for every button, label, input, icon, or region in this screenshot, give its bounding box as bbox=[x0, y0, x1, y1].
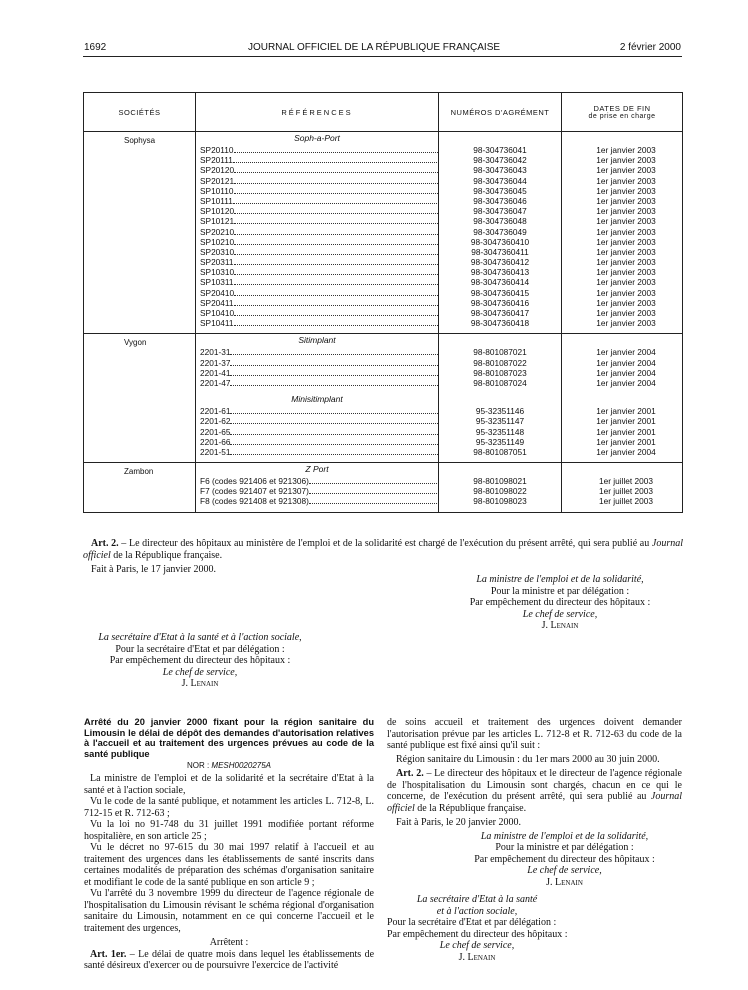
article-2-label: Art. 2. bbox=[91, 538, 119, 549]
approval-number: 98-304736048 bbox=[473, 216, 527, 227]
reference-code: 2201-61 bbox=[200, 406, 231, 417]
leader-dots bbox=[234, 315, 438, 316]
company-group-row bbox=[84, 463, 683, 513]
dates-cell bbox=[562, 334, 683, 463]
end-date: 1er janvier 2003 bbox=[596, 267, 656, 278]
sig2-line2: Pour la secrétaire d'Etat et par délégation : bbox=[115, 643, 285, 655]
reference-code: SP20210 bbox=[200, 226, 235, 237]
journal-title: JOURNAL OFFICIEL DE LA RÉPUBLIQUE FRANÇAISE bbox=[247, 42, 501, 53]
reference-item bbox=[196, 257, 438, 267]
approval-number: 98-3047360418 bbox=[470, 318, 530, 329]
reference-item bbox=[196, 368, 438, 378]
company-group-row bbox=[84, 132, 683, 334]
col-header-societes: SOCIÉTÉS bbox=[84, 93, 196, 132]
sig-b-line3: Par empêchement du directeur des hôpitaux : bbox=[387, 928, 568, 940]
article-1-text: – Le délai de quatre mois dans lequel les établissements de santé désireux d'exercer ou de poursuivre l'exercice de l'activité bbox=[84, 948, 375, 971]
end-date: 1er janvier 2004 bbox=[596, 446, 656, 457]
spacer bbox=[196, 507, 438, 512]
sig-b-title2: et à l'action sociale, bbox=[436, 905, 518, 917]
company-group-row bbox=[84, 334, 683, 463]
leader-dots bbox=[230, 354, 438, 355]
col-header-numeros: NUMÉROS D'AGRÉMENT bbox=[439, 93, 562, 132]
reference-code: SP10110 bbox=[200, 185, 234, 196]
end-date: 1er juillet 2003 bbox=[599, 486, 653, 497]
company-name: Vygon bbox=[84, 334, 196, 463]
col-header-dates bbox=[562, 93, 683, 132]
leader-dots bbox=[234, 193, 438, 194]
approval-number: 95-32351147 bbox=[475, 416, 525, 427]
leader-dots bbox=[309, 483, 438, 484]
reference-code: SP20111 bbox=[200, 155, 233, 166]
approval-number: 95-32351148 bbox=[475, 426, 525, 437]
article-1-label: Art. 1er. bbox=[90, 948, 127, 960]
approval-number: 98-801087022 bbox=[473, 357, 527, 368]
fait-a-paris-20: Fait à Paris, le 20 janvier 2000. bbox=[396, 817, 521, 828]
approval-number: 98-304736044 bbox=[473, 175, 527, 186]
leader-dots bbox=[234, 244, 438, 245]
reference-item bbox=[196, 247, 438, 257]
leader-dots bbox=[230, 454, 438, 455]
leader-dots bbox=[233, 162, 438, 163]
reference-code: SP20411 bbox=[200, 297, 234, 308]
signature-block-b bbox=[387, 894, 567, 917]
reference-item bbox=[196, 186, 438, 196]
end-date: 1er janvier 2003 bbox=[596, 195, 656, 206]
end-date: 1er janvier 2003 bbox=[596, 287, 656, 298]
leader-dots bbox=[234, 152, 438, 153]
spacer bbox=[196, 457, 438, 462]
spacer bbox=[196, 328, 438, 333]
end-date: 1er janvier 2003 bbox=[596, 297, 656, 308]
end-date: 1er janvier 2001 bbox=[596, 436, 656, 447]
article-2-paragraph bbox=[83, 538, 683, 561]
nor-code: MESH0020275A bbox=[211, 761, 272, 770]
arretent: Arrêtent : bbox=[209, 937, 249, 948]
end-date: 1er janvier 2001 bbox=[596, 426, 656, 437]
col-header-references: RÉFÉRENCES bbox=[196, 93, 439, 132]
leader-dots bbox=[234, 254, 438, 255]
col2-p2: Région sanitaire du Limousin : du 1er mars 2000 au 30 juin 2000. bbox=[396, 753, 660, 765]
approval-number: 98-801087051 bbox=[473, 446, 527, 457]
sig1-line2: Pour la ministre et par délégation : bbox=[490, 585, 630, 597]
references-cell bbox=[196, 334, 439, 463]
sig-b-title1: La secrétaire d'Etat à la santé bbox=[416, 894, 538, 905]
spacer bbox=[562, 328, 682, 333]
product-spacer bbox=[562, 334, 682, 347]
sig-a-line3: Par empêchement du directeur des hôpitaux : bbox=[474, 853, 655, 865]
leader-dots bbox=[234, 183, 438, 184]
end-date: 1er janvier 2004 bbox=[596, 357, 656, 368]
reference-item bbox=[196, 347, 438, 357]
product-spacer bbox=[439, 463, 561, 476]
leader-dots bbox=[234, 223, 438, 224]
issue-date: 2 février 2000 bbox=[619, 42, 681, 53]
reference-item bbox=[196, 447, 438, 457]
approval-number: 98-801087023 bbox=[473, 367, 527, 378]
sig2-name: J. Lenain bbox=[181, 678, 219, 689]
product-spacer bbox=[439, 334, 561, 347]
leader-dots bbox=[309, 503, 438, 504]
spacer bbox=[562, 507, 682, 512]
sig-b-line4: Le chef de service, bbox=[439, 940, 515, 951]
nor-reference bbox=[84, 761, 374, 770]
leader-dots bbox=[234, 325, 438, 326]
approval-number: 98-801098023 bbox=[473, 496, 527, 507]
reference-item bbox=[196, 496, 438, 506]
dates-cell bbox=[562, 463, 683, 513]
approval-number: 98-3047360413 bbox=[470, 267, 530, 278]
spacer bbox=[439, 507, 561, 512]
approval-number: 98-3047360411 bbox=[471, 246, 529, 257]
approval-number: 98-3047360410 bbox=[470, 236, 530, 247]
reference-item bbox=[196, 358, 438, 368]
end-date: 1er janvier 2003 bbox=[596, 246, 656, 257]
spacer bbox=[562, 457, 682, 462]
approval-number: 98-3047360414 bbox=[470, 277, 530, 288]
end-date: 1er janvier 2003 bbox=[596, 145, 656, 155]
end-date: 1er janvier 2003 bbox=[596, 155, 656, 166]
article-2-journal: Journal officiel bbox=[83, 538, 683, 561]
reference-item bbox=[196, 237, 438, 247]
arrete-art2-label: Art. 2. bbox=[396, 768, 424, 779]
approval-number: 98-304736041 bbox=[473, 145, 527, 155]
reference-code: 2201-66 bbox=[200, 436, 231, 447]
leader-dots bbox=[234, 172, 438, 173]
reference-code: 2201-41 bbox=[200, 367, 231, 378]
arrete-right-column bbox=[387, 717, 682, 963]
reference-code: 2201-31 bbox=[200, 347, 231, 358]
reference-code: SP20121 bbox=[200, 175, 235, 186]
approval-number: 98-304736047 bbox=[473, 206, 527, 217]
arrete-p2: Vu le code de la santé publique, et notamment les articles L. 712-8, L. 712-15 et R. 712-63 ; bbox=[84, 796, 374, 819]
numeros-cell bbox=[439, 463, 562, 513]
reference-code: SP20110 bbox=[200, 145, 234, 155]
leader-dots bbox=[230, 413, 438, 414]
end-date: 1er janvier 2003 bbox=[596, 236, 656, 247]
end-date: 1er janvier 2004 bbox=[596, 367, 656, 378]
sig2-title: La secrétaire d'Etat à la santé et à l'action sociale, bbox=[98, 632, 302, 643]
reference-code: 2201-51 bbox=[200, 446, 231, 457]
article-1-paragraph bbox=[84, 949, 374, 972]
sig-a-name: J. Lenain bbox=[546, 876, 583, 888]
approval-number: 98-3047360415 bbox=[470, 287, 530, 298]
leader-dots bbox=[234, 295, 438, 296]
reference-item bbox=[196, 298, 438, 308]
product-spacer bbox=[562, 463, 682, 476]
end-date: 1er janvier 2003 bbox=[596, 257, 656, 268]
end-date: 1er janvier 2003 bbox=[596, 206, 656, 217]
reference-code: F7 (codes 921407 et 921307) bbox=[200, 486, 309, 497]
reference-item bbox=[196, 165, 438, 175]
reference-code: SP10210 bbox=[200, 236, 235, 247]
reference-code: SP10410 bbox=[200, 308, 235, 318]
sig1-line3: Par empêchement du directeur des hôpitaux : bbox=[469, 597, 651, 608]
leader-dots bbox=[234, 264, 438, 265]
product-spacer bbox=[562, 393, 682, 406]
reference-item bbox=[196, 308, 438, 318]
arrete-p3: Vu la loi no 91-748 du 31 juillet 1991 modifiée portant réforme hospitalière, en son article 25 ; bbox=[84, 819, 374, 842]
col-header-dates-line1: DATES DE FIN bbox=[593, 104, 651, 113]
sig1-name: J. Lenain bbox=[541, 620, 579, 631]
end-date: 1er janvier 2003 bbox=[596, 185, 656, 196]
reference-item bbox=[196, 216, 438, 226]
article-2-text: – Le directeur des hôpitaux au ministère de l'emploi et de la solidarité est chargé de l'exécution du présent arrêté, qui sera publié au bbox=[118, 538, 652, 549]
reference-code: SP10111 bbox=[200, 195, 233, 206]
fait-a-paris-17: Fait à Paris, le 17 janvier 2000. bbox=[91, 564, 216, 575]
reference-code: 2201-37 bbox=[200, 357, 231, 368]
reference-item bbox=[196, 196, 438, 206]
page-number: 1692 bbox=[84, 42, 107, 53]
product-name: Minisitimplant bbox=[291, 394, 343, 405]
signature-block-secretaire bbox=[80, 632, 320, 690]
signature-block-ministre bbox=[440, 574, 680, 632]
approval-number: 98-304736043 bbox=[473, 165, 527, 176]
approval-number: 95-32351146 bbox=[475, 406, 525, 417]
spacer bbox=[439, 457, 561, 462]
reference-item bbox=[196, 145, 438, 155]
end-date: 1er janvier 2004 bbox=[596, 347, 656, 358]
article-2-text-end: de la République française. bbox=[110, 549, 223, 561]
product-name: Soph-a-Port bbox=[294, 133, 340, 143]
arrete-title: Arrêté du 20 janvier 2000 fixant pour la région sanitaire du Limousin le délai de dépôt des demandes d'autorisation relatives à l'accueil et au traitement des urgences prévues au code de la santé publique bbox=[84, 717, 374, 759]
numeros-cell bbox=[439, 132, 562, 334]
arrete-p4: Vu le décret no 97-615 du 30 mai 1997 relatif à l'accueil et au traitement des urgences dans les établissements de santé inscrits dans certaines modalités de préparation des schémas d'organisation sanitaire et modifiant le code de la santé publique en son article 9 ; bbox=[84, 842, 374, 888]
sig1-title: La ministre de l'emploi et de la solidarité, bbox=[476, 574, 644, 585]
sig-a-line4: Le chef de service, bbox=[527, 865, 602, 876]
reference-code: SP10310 bbox=[200, 267, 235, 278]
nor-label: NOR : bbox=[186, 761, 212, 770]
reference-code: SP20120 bbox=[200, 165, 235, 176]
reference-code: 2201-65 bbox=[200, 426, 231, 437]
reference-code: SP20410 bbox=[200, 287, 235, 298]
reference-item bbox=[196, 267, 438, 277]
reference-code: SP10311 bbox=[200, 277, 234, 288]
approval-number: 98-3047360412 bbox=[470, 257, 530, 268]
end-date: 1er janvier 2004 bbox=[596, 377, 656, 388]
approval-number: 98-304736049 bbox=[473, 226, 527, 237]
reference-item bbox=[196, 318, 438, 328]
approval-number: 98-304736042 bbox=[473, 155, 527, 166]
end-date: 1er janvier 2003 bbox=[596, 308, 656, 318]
reference-item bbox=[196, 277, 438, 287]
end-date: 1er juillet 2003 bbox=[599, 476, 653, 487]
sig-a-line2: Pour la ministre et par délégation : bbox=[495, 842, 634, 853]
sig-b-line2: Pour la secrétaire d'Etat et par délégation : bbox=[387, 917, 557, 928]
arrete-p1: La ministre de l'emploi et de la solidarité et la secrétaire d'Etat à la santé et à l'action sociale, bbox=[84, 773, 374, 796]
reference-code: F8 (codes 921408 et 921308) bbox=[200, 496, 309, 507]
reference-code: 2201-62 bbox=[200, 416, 231, 427]
product-spacer bbox=[439, 393, 561, 406]
leader-dots bbox=[234, 213, 438, 214]
sig-a-title: La ministre de l'emploi et de la solidarité, bbox=[480, 830, 649, 842]
leader-dots bbox=[234, 234, 438, 235]
arrete-art2-journal: Journal officiel bbox=[387, 791, 682, 814]
reference-item bbox=[196, 206, 438, 216]
company-name: Sophysa bbox=[84, 132, 196, 334]
reference-code: SP10121 bbox=[200, 216, 235, 227]
reference-item bbox=[196, 227, 438, 237]
sig1-line4: Le chef de service, bbox=[522, 608, 598, 620]
reference-code: SP20310 bbox=[200, 246, 235, 257]
col-header-dates-line2: de prise en charge bbox=[588, 113, 656, 120]
product-spacer bbox=[562, 132, 682, 145]
approval-number: 98-304736045 bbox=[473, 185, 527, 196]
references-cell bbox=[196, 132, 439, 334]
sig2-line3: Par empêchement du directeur des hôpitaux : bbox=[109, 655, 291, 666]
reference-item bbox=[196, 406, 438, 416]
end-date: 1er janvier 2003 bbox=[596, 277, 656, 288]
leader-dots bbox=[234, 284, 438, 285]
reference-code: SP20311 bbox=[200, 257, 234, 268]
approval-number: 98-801087021 bbox=[473, 347, 527, 358]
leader-dots bbox=[234, 274, 438, 275]
approval-table bbox=[83, 92, 683, 513]
product-name: Sitimplant bbox=[298, 335, 336, 346]
leader-dots bbox=[234, 305, 438, 306]
sig2-line4: Le chef de service, bbox=[162, 666, 238, 678]
end-date: 1er janvier 2003 bbox=[596, 175, 656, 186]
reference-code: F6 (codes 921406 et 921306) bbox=[200, 476, 309, 487]
end-date: 1er janvier 2003 bbox=[596, 165, 656, 176]
leader-dots bbox=[230, 444, 438, 445]
approval-number: 98-801098021 bbox=[473, 476, 527, 487]
end-date: 1er janvier 2003 bbox=[596, 216, 656, 227]
approval-number: 98-801098022 bbox=[473, 486, 527, 497]
leader-dots bbox=[309, 493, 438, 494]
leader-dots bbox=[230, 423, 438, 424]
approval-number: 98-3047360417 bbox=[470, 308, 530, 318]
leader-dots bbox=[230, 385, 438, 386]
end-date: 1er janvier 2001 bbox=[596, 416, 656, 427]
reference-item bbox=[196, 176, 438, 186]
leader-dots bbox=[233, 203, 438, 204]
sig-b-name: J. Lenain bbox=[458, 951, 496, 963]
leader-dots bbox=[230, 434, 438, 435]
end-date: 1er janvier 2003 bbox=[596, 318, 656, 329]
dates-cell bbox=[562, 132, 683, 334]
col2-p1: de soins accueil et traitement des urgences doivent demander l'autorisation prévue par les articles L. 712-8 et R. 712-63 du code de la santé publique est fixé ainsi qu'il suit : bbox=[387, 717, 682, 751]
leader-dots bbox=[230, 375, 438, 376]
arrete-left-column bbox=[84, 717, 374, 972]
leader-dots bbox=[230, 365, 438, 366]
reference-code: SP10120 bbox=[200, 206, 235, 217]
signature-block-a bbox=[447, 831, 682, 889]
arrete-p5: Vu l'arrêté du 3 novembre 1999 du directeur de l'agence régionale de l'hospitalisation du Limousin révisant le schéma régional d'organisation sanitaire du Limousin, notamment en ce qui concerne l'accueil et le traitement des urgences, bbox=[84, 888, 374, 934]
approval-number: 98-304736046 bbox=[473, 195, 527, 206]
reference-item bbox=[196, 288, 438, 298]
approval-number: 95-32351149 bbox=[475, 436, 525, 447]
references-cell bbox=[196, 463, 439, 513]
end-date: 1er janvier 2003 bbox=[596, 226, 656, 237]
reference-item bbox=[196, 486, 438, 496]
end-date: 1er janvier 2001 bbox=[596, 406, 656, 417]
reference-item bbox=[196, 437, 438, 447]
reference-item bbox=[196, 378, 438, 388]
arrete-article-2 bbox=[387, 768, 682, 814]
product-name: Z Port bbox=[305, 464, 329, 475]
reference-item bbox=[196, 155, 438, 165]
reference-item bbox=[196, 416, 438, 426]
header-rule bbox=[83, 56, 682, 57]
reference-code: SP10411 bbox=[200, 318, 234, 329]
signature-block-b-end bbox=[387, 940, 567, 963]
end-date: 1er juillet 2003 bbox=[599, 496, 653, 507]
product-spacer bbox=[439, 132, 561, 145]
arrete-art2-text-end: de la République française. bbox=[414, 802, 527, 814]
reference-item bbox=[196, 476, 438, 486]
reference-code: 2201-47 bbox=[200, 377, 231, 388]
arrete-art2-text: – Le directeur des hôpitaux et le directeur de l'agence régionale de l'hospitalisation du Limousin sont chargés, chacun en ce qui le concerne, de l'exécution du présent arrêté, qui sera publié au bbox=[387, 768, 682, 802]
spacer bbox=[439, 328, 561, 333]
approval-number: 98-3047360416 bbox=[470, 297, 530, 308]
approval-number: 98-801087024 bbox=[473, 377, 527, 388]
reference-item bbox=[196, 427, 438, 437]
company-name: Zambon bbox=[84, 463, 196, 513]
numeros-cell bbox=[439, 334, 562, 463]
